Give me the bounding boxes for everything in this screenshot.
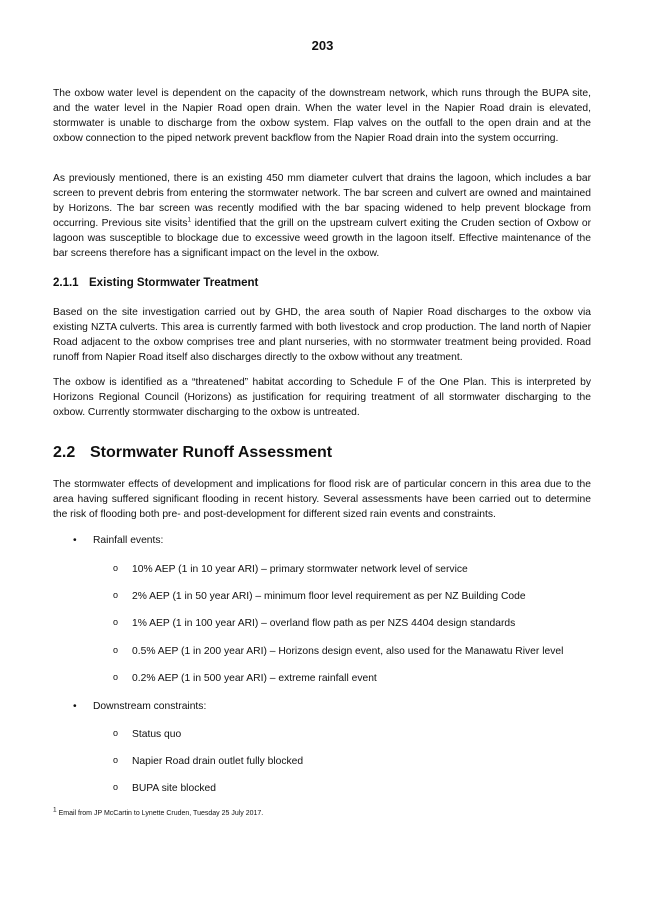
bullet-label: Rainfall events: (93, 535, 164, 546)
paragraph-threatened-habitat: The oxbow is identified as a “threatened” habitat according to Schedule F of the One Plan. This is interpreted by Horizons Regional Council (Horizons) as justification for requiring treatment of all stormwater discharging to the oxbow. Currently stormwater discharging to the oxbow is untreated. (53, 377, 591, 418)
sub-list-text: BUPA site blocked (132, 783, 216, 794)
sub-list-text: Status quo (132, 729, 182, 740)
sub-bullet-mark: o (113, 755, 119, 765)
sub-bullet-mark: o (113, 645, 119, 655)
bullet-label: Downstream constraints: (93, 701, 207, 712)
footnote (53, 806, 264, 817)
sub-list-text: 0.5% AEP (1 in 200 year ARI) – Horizons design event, also used for the Manawatu River level (132, 646, 564, 657)
bullet-mark: • (73, 535, 77, 546)
paragraph-text-part: identified that the grill on the upstream culvert exiting the Cruden section of Oxbow or lagoon was susceptible to blockage due to excessive weed growth in the lagoon itself. Effective maintenance of the bar screens therefore has a significant impact on the level in the oxbow. (53, 218, 591, 259)
sub-bullet-mark: o (113, 617, 119, 627)
sub-list-text: 1% AEP (1 in 100 year ARI) – overland flow path as per NZS 4404 design standards (132, 618, 516, 629)
section-number: 2.2 (53, 444, 76, 461)
sub-bullet-mark: o (113, 590, 119, 600)
footnote-text: Email from JP McCartin to Lynette Cruden, Tuesday 25 July 2017. (56, 810, 264, 817)
sub-bullet-mark: o (113, 563, 119, 573)
sub-list-text: 0.2% AEP (1 in 500 year ARI) – extreme rainfall event (132, 673, 377, 684)
sub-list-text: 2% AEP (1 in 50 year ARI) – minimum floor level requirement as per NZ Building Code (132, 591, 526, 602)
paragraph-culvert-bar-screen (53, 171, 591, 261)
sub-list-text: Napier Road drain outlet fully blocked (132, 756, 304, 767)
paragraph-site-investigation: Based on the site investigation carried out by GHD, the area south of Napier Road discharges to the oxbow via existing NZTA culverts. This area is currently farmed with both livestock and crop production. The land north of Napier Road adjacent to the oxbow comprises tree and plant nurseries, with no stormwater treatment being provided. Road runoff from Napier Road itself also discharges directly to the oxbow without any treatment. (53, 307, 591, 363)
section-heading-2-2 (53, 444, 332, 462)
page-number: 203 (311, 38, 334, 53)
sub-list-text: 10% AEP (1 in 10 year ARI) – primary stormwater network level of service (132, 564, 468, 575)
paragraph-text-part: As previously mentioned, there is an existing 450 mm diameter culvert that drains the lagoon, which includes a bar screen to prevent debris from entering the stormwater network. The bar screen and culvert are owned and maintained by Horizons. The bar screen was recently modified with the bar spacing widened to help prevent blockage from occurring. Previous site visits (53, 173, 591, 229)
sub-bullet-mark: o (113, 782, 119, 792)
footnote-mark: 1 (53, 806, 57, 814)
sub-bullet-mark: o (113, 728, 119, 738)
section-number: 2.1.1 (53, 277, 79, 289)
footnote-reference: 1 (187, 216, 192, 224)
section-heading-2-1-1 (53, 277, 258, 289)
section-title: Existing Stormwater Treatment (89, 277, 259, 289)
sub-bullet-mark: o (113, 672, 119, 682)
paragraph-runoff-assessment-intro: The stormwater effects of development and implications for flood risk are of particular concern in this area due to the area having suffered significant flooding in recent history. Several assessments have been carried out to determine the risk of flooding both pre- and post-development for different sized rain events and constraints. (53, 479, 591, 520)
bullet-mark: • (73, 701, 77, 712)
paragraph-oxbow-water-level: The oxbow water level is dependent on the capacity of the downstream network, which runs through the BUPA site, and the water level in the Napier Road open drain. When the water level in the Napier Road drain is elevated, stormwater is unable to discharge from the oxbow system. Flap valves on the outfall to the open drain and at the oxbow connection to the piped network prevent backflow from the Napier Road drain into the system occurring. (53, 88, 591, 144)
section-title: Stormwater Runoff Assessment (90, 444, 333, 461)
